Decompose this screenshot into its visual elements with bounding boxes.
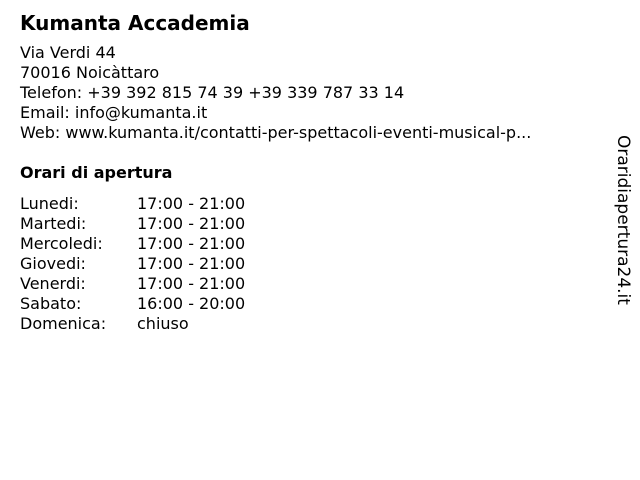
web-link[interactable]: www.kumanta.it/contatti-per-spettacoli-eventi-musical-p... xyxy=(65,123,532,142)
hours-row-monday xyxy=(20,194,245,214)
time-value: 17:00 - 21:00 xyxy=(137,254,246,273)
time-value: chiuso xyxy=(137,314,189,333)
site-watermark[interactable]: Oraridiapertura24.it xyxy=(613,135,633,305)
hours-row-tuesday xyxy=(20,214,245,234)
opening-hours-table xyxy=(20,194,245,334)
address-street: Via Verdi 44 xyxy=(20,43,116,62)
time-value: 17:00 - 21:00 xyxy=(137,234,246,253)
day-label: Martedi: xyxy=(20,214,87,233)
email-line xyxy=(20,103,531,123)
hours-row-friday xyxy=(20,274,245,294)
web-label: Web: xyxy=(20,123,66,142)
web-line xyxy=(20,123,531,143)
address-city: 70016 Noicàttaro xyxy=(20,63,160,82)
contact-info xyxy=(20,43,531,143)
hours-row-wednesday xyxy=(20,234,245,254)
day-label: Giovedi: xyxy=(20,254,86,273)
opening-hours-title: Orari di apertura xyxy=(20,163,173,182)
business-name: Kumanta Accademia xyxy=(20,11,250,35)
email-label: Email: xyxy=(20,103,75,122)
day-label: Venerdi: xyxy=(20,274,86,293)
day-label: Mercoledi: xyxy=(20,234,103,253)
time-value: 17:00 - 21:00 xyxy=(137,274,246,293)
time-value: 17:00 - 21:00 xyxy=(137,214,246,233)
day-label: Lunedi: xyxy=(20,194,79,213)
hours-row-thursday xyxy=(20,254,245,274)
hours-row-saturday xyxy=(20,294,245,314)
phone-line: Telefon: +39 392 815 74 39 +39 339 787 33 14 xyxy=(20,83,405,102)
day-label: Sabato: xyxy=(20,294,82,313)
email-link[interactable]: info@kumanta.it xyxy=(74,103,208,122)
day-label: Domenica: xyxy=(20,314,107,333)
hours-row-sunday xyxy=(20,314,245,334)
time-value: 16:00 - 20:00 xyxy=(137,294,246,313)
time-value: 17:00 - 21:00 xyxy=(137,194,246,213)
